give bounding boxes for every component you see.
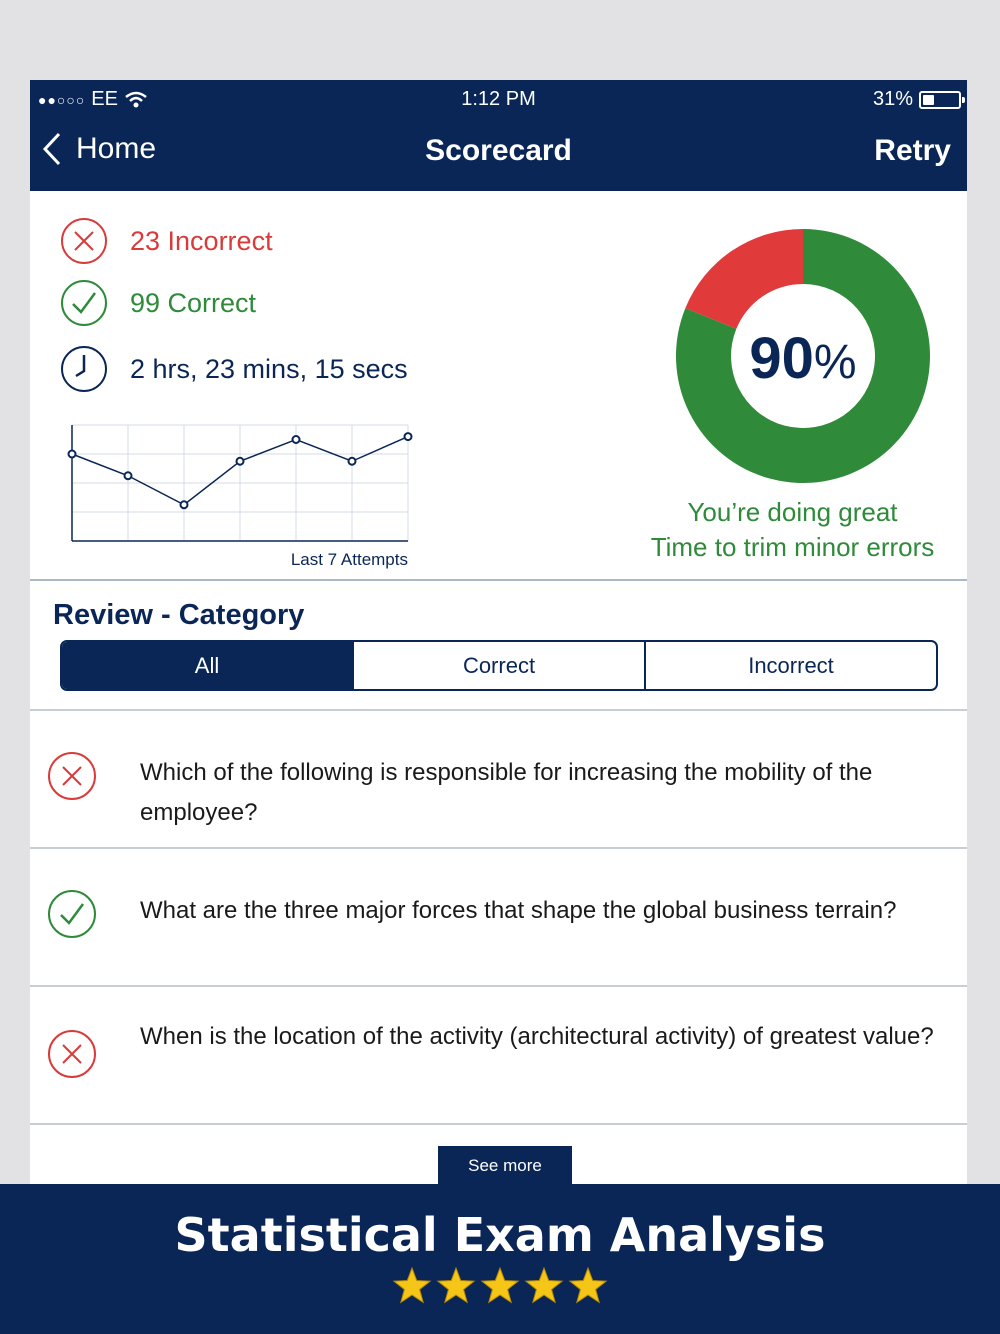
- score-message-line2: Time to trim minor errors: [650, 532, 935, 562]
- attempts-line-chart: [60, 419, 420, 569]
- star-icon: [568, 1266, 608, 1306]
- score-percent: [749, 326, 856, 391]
- chart-caption: Last 7 Attempts: [290, 550, 408, 569]
- retry-button[interactable]: Retry: [874, 134, 951, 167]
- duration-value: 2 hrs, 23 mins, 15 secs: [130, 353, 408, 384]
- correct-check-icon: [47, 889, 97, 939]
- tab-all[interactable]: All: [62, 642, 354, 689]
- rating-stars: [0, 1266, 1000, 1306]
- status-bar: [30, 88, 967, 112]
- incorrect-x-icon: [60, 217, 108, 265]
- status-time: 1:12 PM: [461, 88, 536, 110]
- correct-check-icon: [60, 279, 108, 327]
- attempt-point: [237, 458, 244, 465]
- incorrect-stat: [60, 217, 273, 265]
- star-icon: [524, 1266, 564, 1306]
- incorrect-x-icon: [47, 751, 97, 801]
- question-item[interactable]: [30, 849, 967, 987]
- duration-stat: [60, 345, 408, 393]
- see-more-button[interactable]: See more: [438, 1146, 572, 1184]
- review-filter-segmented-control: [60, 640, 938, 691]
- home-label: Home: [76, 132, 157, 165]
- clock-icon: [60, 345, 108, 393]
- question-text: When is the location of the activity (architectural activity) of greatest value?: [140, 1023, 934, 1050]
- incorrect-count: 23 Incorrect: [130, 225, 273, 256]
- battery-percent: 31%: [872, 88, 913, 110]
- incorrect-x-icon: [47, 1029, 97, 1079]
- tab-incorrect[interactable]: Incorrect: [748, 652, 834, 678]
- signal-icon: ●●○○○: [38, 91, 86, 108]
- score-unit: %: [813, 336, 857, 389]
- score-donut-chart: [668, 221, 938, 491]
- promo-banner: [0, 1184, 1000, 1334]
- tab-correct[interactable]: Correct: [354, 642, 646, 689]
- correct-stat: [60, 279, 256, 327]
- review-title: Review - Category: [53, 599, 305, 631]
- star-icon: [480, 1266, 520, 1306]
- navigation-bar: [30, 80, 967, 191]
- attempt-point: [125, 472, 132, 479]
- correct-count: 99 Correct: [130, 287, 257, 318]
- battery-icon: [919, 91, 961, 109]
- question-item[interactable]: [30, 711, 967, 849]
- banner-title: Statistical Exam Analysis: [174, 1208, 826, 1262]
- carrier-label: EE: [91, 88, 118, 110]
- review-category-section: [30, 581, 967, 711]
- question-text: What are the three major forces that shape the global business terrain?: [140, 897, 897, 924]
- attempt-point: [181, 501, 188, 508]
- attempt-point: [405, 433, 412, 440]
- attempt-point: [69, 451, 76, 458]
- attempt-point: [349, 458, 356, 465]
- app-screen: [30, 80, 967, 1184]
- star-icon: [436, 1266, 476, 1306]
- score-message-line1-display: You’re doing great: [687, 497, 898, 527]
- page-title: Scorecard: [425, 134, 572, 167]
- score-value: 90: [749, 326, 814, 391]
- attempt-point: [293, 436, 300, 443]
- star-icon: [392, 1266, 432, 1306]
- question-text: Which of the following is responsible for increasing the mobility of the employee?: [140, 759, 873, 826]
- question-item[interactable]: [30, 987, 967, 1125]
- donut-incorrect-slice: [685, 229, 803, 329]
